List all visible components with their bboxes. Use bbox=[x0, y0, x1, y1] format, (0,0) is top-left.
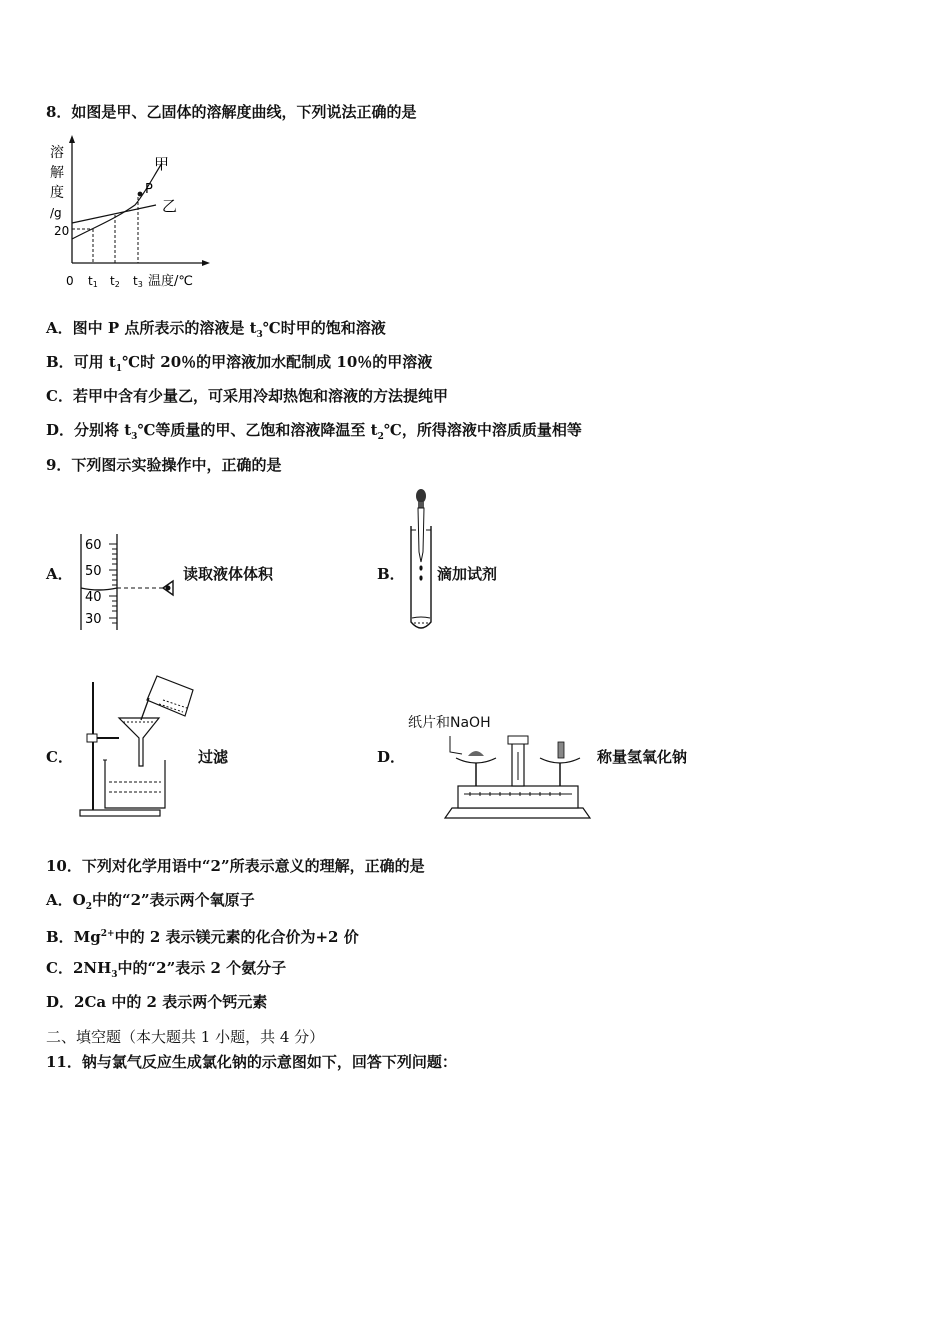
graph-ylabel-1: 溶 bbox=[50, 145, 64, 161]
q8-option-b: B．可用 $t_1℃$时 20％的甲溶液加水配制成 10％的甲溶液 bbox=[46, 353, 433, 374]
q10-option-a: A．$O_2$中的“2”表示两个氧原子 bbox=[46, 891, 255, 912]
eye-icon bbox=[163, 581, 173, 595]
beaker-icon bbox=[103, 760, 165, 808]
q9-b-caption: 滴加试剂 bbox=[437, 565, 498, 583]
graduated-cylinder-figure bbox=[75, 530, 185, 635]
graph-x-t1: t1 bbox=[88, 274, 98, 289]
cylinder-tick-40: 40 bbox=[85, 590, 102, 605]
q9-b-letter: B． bbox=[377, 565, 405, 583]
q9-c-letter: C． bbox=[46, 748, 73, 766]
point-p-label: P bbox=[145, 182, 153, 197]
graph-xlabel: 温度/℃ bbox=[148, 274, 193, 289]
q9-stem: 9．下列图示实验操作中，正确的是 bbox=[46, 456, 282, 474]
q9-c-caption: 过滤 bbox=[198, 748, 229, 766]
q10-option-c: C．$2NH_3$中的“2”表示 2 个氨分子 bbox=[46, 959, 287, 980]
curve-yi bbox=[72, 205, 156, 223]
curve-jia bbox=[72, 163, 162, 239]
q10-stem: 10．下列对化学用语中“2”所表示意义的理解，正确的是 bbox=[46, 857, 425, 875]
dropper-testtube-figure bbox=[403, 486, 439, 636]
q9-d-caption: 称量氢氧化钠 bbox=[597, 748, 688, 766]
section-2-heading: 二、填空题（本大题共 1 小题，共 4 分） bbox=[46, 1028, 325, 1046]
q9-a-caption: 读取液体体积 bbox=[183, 565, 274, 583]
q9-d-letter: D． bbox=[377, 748, 406, 766]
cylinder-tick-30: 30 bbox=[85, 612, 102, 627]
q8-option-d: D．分别将 $t_3℃$等质量的甲、乙饱和溶液降温至 $t_2℃$，所得溶液中溶质质量相等 bbox=[46, 421, 582, 442]
naoh-sample-icon bbox=[468, 751, 484, 756]
graph-x-origin: 0 bbox=[66, 274, 74, 288]
filtration-figure bbox=[75, 670, 200, 820]
graph-ylabel-3: 度 bbox=[50, 185, 64, 201]
balance-label: 纸片和NaOH bbox=[408, 715, 491, 731]
funnel-icon bbox=[119, 718, 159, 766]
curve-yi-label: 乙 bbox=[162, 197, 178, 215]
graph-x-t2: t2 bbox=[110, 274, 120, 289]
cylinder-tick-50: 50 bbox=[85, 564, 102, 579]
cylinder-tick-60: 60 bbox=[85, 538, 102, 553]
q8-option-c: C．若甲中含有少量乙，可采用冷却热饱和溶液的方法提纯甲 bbox=[46, 387, 448, 405]
graph-ytick-20: 20 bbox=[54, 224, 70, 238]
balance-figure bbox=[440, 728, 595, 822]
q9-a-letter: A． bbox=[46, 565, 73, 583]
point-p bbox=[138, 192, 143, 197]
q10-option-b: B．$Mg^{2+}$中的 2 表示镁元素的化合价为+2 价 bbox=[46, 928, 359, 946]
q8-option-a: A．图中 P 点所表示的溶液是 $t_3℃$时甲的饱和溶液 bbox=[46, 319, 386, 340]
graph-ylabel-2: 解 bbox=[50, 165, 64, 181]
dropper-icon bbox=[416, 489, 426, 562]
q11-stem: 11．钠与氯气反应生成氯化钠的示意图如下，回答下列问题： bbox=[46, 1053, 457, 1071]
graph-x-t3: t3 bbox=[133, 274, 143, 289]
q10-option-d: D．2Ca 中的 2 表示两个钙元素 bbox=[46, 993, 268, 1011]
curve-jia-label: 甲 bbox=[154, 155, 170, 173]
solubility-graph bbox=[40, 135, 220, 295]
q8-stem: 8．如图是甲、乙固体的溶解度曲线，下列说法正确的是 bbox=[46, 103, 417, 121]
graph-ylabel-4: /g bbox=[50, 206, 62, 220]
pouring-beaker-icon bbox=[147, 676, 193, 716]
